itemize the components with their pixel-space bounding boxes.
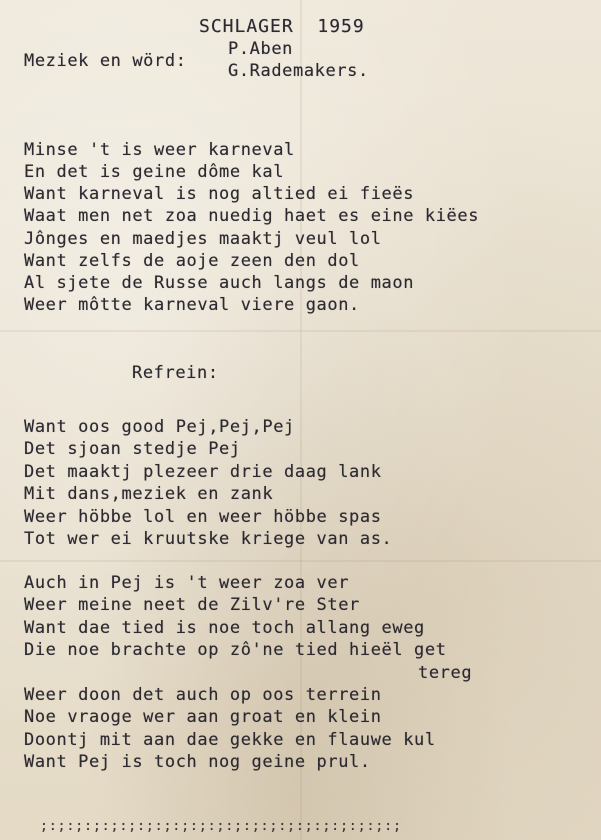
lyric-line: Tot wer ei kruutske kriege van as. bbox=[24, 529, 393, 549]
credits-label: Meziek en wörd: bbox=[24, 51, 187, 71]
verse-2-end bbox=[24, 684, 436, 816]
lyric-line: Noe vraoge wer aan groat en klein bbox=[24, 707, 382, 727]
typed-border-dots: ;:;:;:;:;:;:;:;:;:;:;:;:;:;:;:;:;:;:;:;:; bbox=[40, 819, 402, 834]
lyric-line: Waat men net zoa nuedig haet es eine kiëes bbox=[24, 206, 480, 226]
refrain-heading: Refrein: bbox=[132, 363, 219, 383]
lyric-line: Minse 't is weer karneval bbox=[24, 140, 295, 160]
lyric-line: Weer môtte karneval viere gaon. bbox=[24, 295, 360, 315]
lyric-line: Mit dans,meziek en zank bbox=[24, 484, 274, 504]
verse-1 bbox=[24, 139, 480, 359]
lyric-line: Die noe brachte op zô'ne tied hieël get bbox=[24, 640, 447, 660]
lyric-line-continuation: tereg bbox=[418, 663, 473, 683]
lyric-line: Want karneval is nog altied ei fieës bbox=[24, 184, 415, 204]
lyric-line: Weer meine neet de Zilv're Ster bbox=[24, 595, 360, 615]
lyric-line: Want oos good Pej,Pej,Pej bbox=[24, 417, 295, 437]
credit-composer: P.Aben bbox=[228, 39, 294, 59]
lyric-line: Want Pej is toch nog geine prul. bbox=[24, 752, 371, 772]
lyric-line: Al sjete de Russe auch langs de maon bbox=[24, 273, 415, 293]
lyric-line: Doontj mit aan dae gekke en flauwe kul bbox=[24, 730, 436, 750]
lyric-line: Want dae tied is noe toch allang eweg bbox=[24, 618, 425, 638]
lyric-line: En det is geine dôme kal bbox=[24, 162, 285, 182]
song-title: SCHLAGER 1959 bbox=[199, 16, 365, 37]
lyric-line: Det maaktj plezeer drie daag lank bbox=[24, 462, 382, 482]
lyric-line: Det sjoan stedje Pej bbox=[24, 439, 241, 459]
lyric-line: Want zelfs de aoje zeen den dol bbox=[24, 251, 360, 271]
lyric-line: Jônges en maedjes maaktj veul lol bbox=[24, 229, 382, 249]
lyric-line: Weer doon det auch op oos terrein bbox=[24, 685, 382, 705]
lyric-line: Auch in Pej is 't weer zoa ver bbox=[24, 573, 350, 593]
credit-lyricist: G.Rademakers. bbox=[228, 61, 369, 81]
lyric-line: Weer höbbe lol en weer höbbe spas bbox=[24, 507, 382, 527]
